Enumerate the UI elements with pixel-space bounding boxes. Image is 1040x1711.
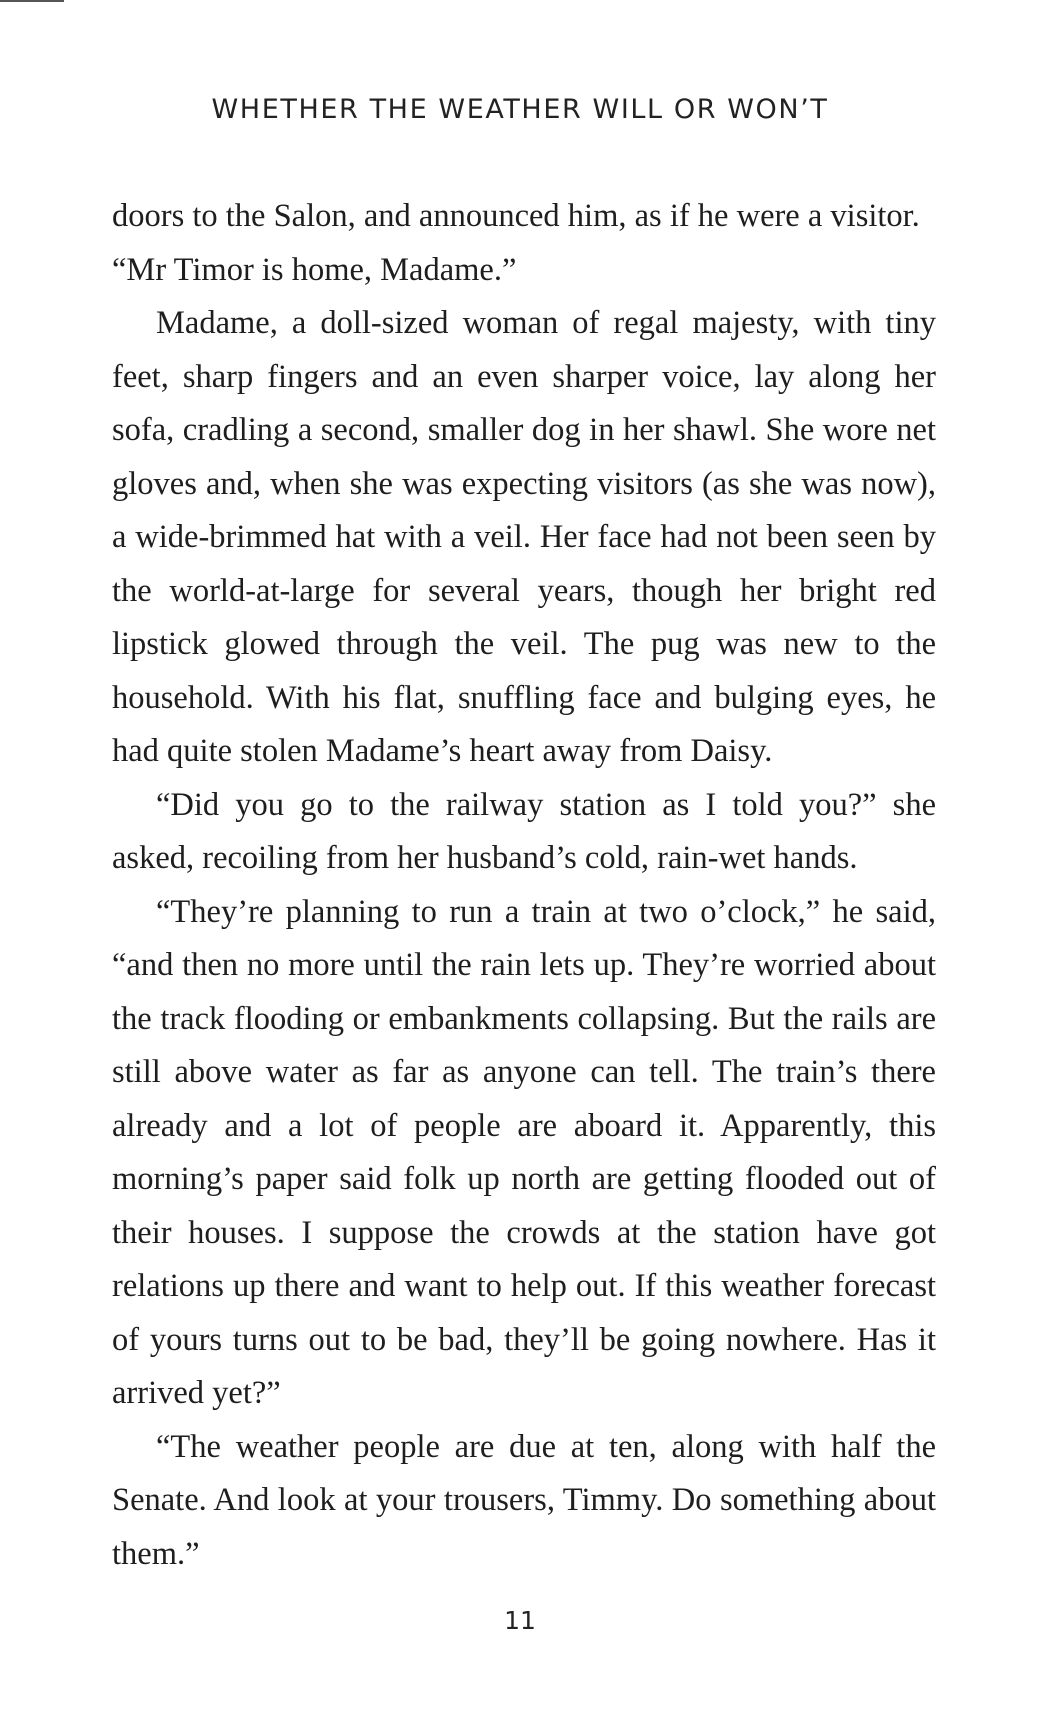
page-number: 11 — [504, 1606, 536, 1635]
paragraph-dialogue-announcement: “Mr Timor is home, Madame.” — [112, 251, 517, 288]
running-head: WHETHER THE WEATHER WILL OR WON’T — [211, 94, 829, 125]
paragraph-madame-description: Madame, a doll-sized woman of regal majesty, with tiny feet, sharp fingers and an even sharper voice, lay along her sofa, cradling a second, smaller dog in her shawl. She wore net gloves and, when she was expecting visitors (as she was now), a wide-brimmed hat with a veil. Her face had not been seen by the world-at-large for several years, though her bright red lipstick glowed through the veil. The pug was new to the household. With his flat, snuffling face and bulging eyes, he had quite stolen Madame’s heart away from Daisy. — [112, 305, 936, 769]
paragraph-train-reply: “They’re planning to run a train at two o’clock,” he said, “and then no more until the rain lets up. They’re worried about the track flooding or embankments collapsing. But the rails are still above water as far as anyone can tell. The train’s there already and a lot of people are aboard it. Apparently, this morning’s paper said folk up north are getting flooded out of their houses. I suppose the crowds at the station have got relations up there and want to help out. If this weather forecast of yours turns out to be bad, they’ll be going nowhere. Has it arrived yet?” — [112, 893, 936, 1411]
paragraph-weather-people: “The weather people are due at ten, along with half the Senate. And look at your trousers, Timmy. Do something about them.” — [112, 1428, 936, 1572]
paragraph-continuation: doors to the Salon, and announced him, as if he were a visitor. — [112, 198, 920, 234]
paragraph-railway-question: “Did you go to the railway station as I told you?” she asked, recoiling from her husband’s cold, rain-wet hands. — [112, 786, 936, 876]
page-body — [112, 190, 936, 1581]
top-rule — [0, 0, 64, 2]
